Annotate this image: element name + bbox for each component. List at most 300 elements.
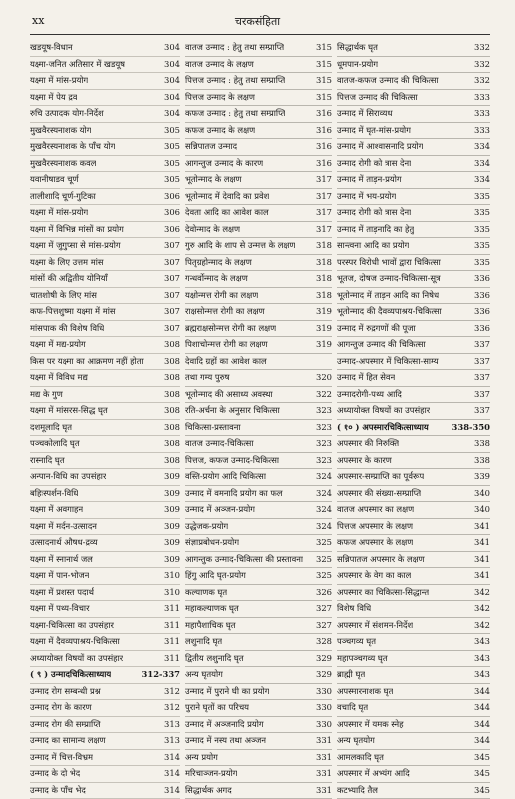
- index-entry: [185, 387, 332, 404]
- index-entry: [337, 387, 490, 404]
- entry-title: उन्माद में पुराने घी का प्रयोग: [185, 684, 269, 700]
- entry-title: यक्ष्मा में स्नानार्थ जल: [30, 552, 93, 568]
- entry-title: वस्ति-प्रयोग आदि चिकित्सा: [185, 469, 266, 485]
- index-entry: [337, 189, 490, 206]
- index-entry: [337, 40, 490, 57]
- entry-title: आमलकादि घृत: [337, 750, 384, 766]
- entry-page: 333: [472, 123, 490, 139]
- index-entry: [185, 700, 332, 717]
- index-entry: [337, 502, 490, 519]
- index-entry: [337, 156, 490, 173]
- entry-page: 305: [162, 139, 180, 155]
- index-entry: [337, 585, 490, 602]
- entry-page: 308: [162, 403, 180, 419]
- entry-title: महाकल्याणक घृत: [185, 601, 239, 617]
- entry-title: अपस्मार में यमक स्नेह: [337, 717, 404, 733]
- entry-title: किस पर यक्ष्मा का आक्रमण नहीं होता: [30, 354, 144, 370]
- index-entry: [30, 271, 180, 288]
- entry-title: पुराने घृतों का परिचय: [185, 700, 249, 716]
- entry-title: यक्ष्मा में प्रशस्त पदार्थ: [30, 585, 94, 601]
- entry-title: रति-अर्चना के अनुसार चिकित्सा: [185, 403, 280, 419]
- index-entry: [185, 222, 332, 239]
- index-entry: [337, 766, 490, 783]
- entry-title: उद्धेजक-प्रयोग: [185, 519, 228, 535]
- entry-page: 345: [472, 766, 490, 782]
- index-entry: [30, 601, 180, 618]
- entry-title: वातज उन्माद-चिकित्सा: [185, 436, 254, 452]
- entry-page: 304: [162, 106, 180, 122]
- entry-page: 332: [472, 57, 490, 73]
- entry-page: 317: [314, 205, 332, 221]
- entry-title: अपस्मार का चिकित्सा-सिद्धान्त: [337, 585, 429, 601]
- index-entry: [30, 700, 180, 717]
- entry-page: 317: [314, 172, 332, 188]
- entry-title: अन्य घृतयोग: [185, 667, 223, 683]
- entry-page: 309: [162, 486, 180, 502]
- index-entry: [337, 717, 490, 734]
- entry-page: 339: [472, 469, 490, 485]
- entry-page: 304: [162, 40, 180, 56]
- index-entry: [337, 354, 490, 371]
- entry-page: 313: [162, 733, 180, 749]
- index-column-3: [337, 40, 490, 799]
- entry-page: 311: [162, 634, 180, 650]
- entry-title: वातज-कफज उन्माद की चिकित्सा: [337, 73, 439, 89]
- header-rule: [30, 34, 490, 35]
- entry-title: वातज उन्माद : हेतु तथा सम्प्राप्ति: [185, 40, 284, 56]
- entry-page: [330, 354, 332, 370]
- entry-page: 344: [472, 700, 490, 716]
- entry-page: 312-337: [140, 667, 180, 683]
- entry-page: 337: [472, 403, 490, 419]
- entry-page: 344: [472, 684, 490, 700]
- entry-title: उन्माद में नस्य तथा अञ्जन: [185, 733, 266, 749]
- entry-title: मुखवैरस्यनाशक कवल: [30, 156, 96, 172]
- entry-title: गुरु आदि के शाप से उन्मत्त के लक्षण: [185, 238, 295, 254]
- index-entry: [337, 634, 490, 651]
- index-entry: [337, 700, 490, 717]
- entry-page: 305: [162, 123, 180, 139]
- entry-page: 307: [162, 321, 180, 337]
- entry-page: 331: [314, 733, 332, 749]
- entry-page: 310: [162, 568, 180, 584]
- entry-page: 320: [314, 370, 332, 386]
- entry-page: 324: [314, 519, 332, 535]
- entry-title: उन्माद में घृत-मांस-प्रयोग: [337, 123, 411, 139]
- entry-title: सन्निपातज अपस्मार के लक्षण: [337, 552, 425, 568]
- index-entry: [185, 750, 332, 767]
- entry-title: सिद्धार्थक अगद: [185, 783, 232, 799]
- running-title: चरकसंहिता: [0, 14, 515, 29]
- index-entry: [337, 255, 490, 272]
- entry-title: ( १० ) अपस्मारचिकित्साध्याय: [337, 420, 429, 436]
- entry-page: 342: [472, 585, 490, 601]
- entry-title: दशमूलादि घृत: [30, 420, 72, 436]
- entry-page: 307: [162, 304, 180, 320]
- index-entry: [185, 568, 332, 585]
- entry-page: 325: [314, 535, 332, 551]
- index-entry: [337, 222, 490, 239]
- entry-title: यक्ष्मा में विविध मद्य: [30, 370, 88, 386]
- index-entry: [185, 106, 332, 123]
- index-entry: [30, 370, 180, 387]
- entry-page: 340: [472, 486, 490, 502]
- index-entry: [337, 403, 490, 420]
- index-entry: [337, 321, 490, 338]
- entry-page: 312: [162, 700, 180, 716]
- index-entry: [337, 552, 490, 569]
- entry-title: उन्माद में ताड़न-प्रयोग: [337, 172, 402, 188]
- index-entry: [337, 288, 490, 305]
- entry-title: यक्ष्मा-जनित अतिसार में खडयूष: [30, 57, 125, 73]
- index-entry: [30, 172, 180, 189]
- index-entry: [30, 139, 180, 156]
- index-entry: [185, 321, 332, 338]
- entry-page: 333: [472, 90, 490, 106]
- index-column-1: [30, 40, 180, 799]
- entry-title: यक्षोन्मत्त रोगी का लक्षण: [185, 288, 258, 304]
- index-column-2: [185, 40, 332, 799]
- entry-page: 342: [472, 601, 490, 617]
- page-header: [0, 14, 515, 32]
- index-entry: [30, 733, 180, 750]
- entry-title: अन्पान-विधि का उपसंहार: [30, 469, 106, 485]
- index-entry: [185, 40, 332, 57]
- entry-page: 338-350: [450, 420, 490, 436]
- entry-title: यवानीषाडव चूर्ण: [30, 172, 79, 188]
- entry-page: 304: [162, 73, 180, 89]
- index-entry: [30, 519, 180, 536]
- index-entry: [337, 601, 490, 618]
- entry-title: उन्माद में अञ्जनादि प्रयोग: [185, 717, 264, 733]
- index-entry: [185, 288, 332, 305]
- entry-page: 314: [162, 783, 180, 799]
- entry-title: उन्माद में रुद्रगणों की पूजा: [337, 321, 416, 337]
- entry-title: देवता आदि का आवेश काल: [185, 205, 269, 221]
- entry-title: उन्माद रोगी को त्रास देना: [337, 205, 411, 221]
- entry-page: 305: [162, 172, 180, 188]
- entry-title: राक्षसोन्मत्त रोगी का लक्षण: [185, 304, 265, 320]
- index-entry: [337, 568, 490, 585]
- entry-title: पञ्चकोलादि घृत: [30, 436, 80, 452]
- entry-page: 306: [162, 189, 180, 205]
- index-entry: [185, 57, 332, 74]
- entry-title: द्वितीय लशुनादि घृत: [185, 651, 244, 667]
- entry-title: अन्य घृतयोग: [337, 733, 375, 749]
- entry-page: 335: [472, 205, 490, 221]
- entry-page: 332: [472, 40, 490, 56]
- index-entry: [337, 337, 490, 354]
- index-entry: [337, 733, 490, 750]
- index-entry: [337, 205, 490, 222]
- entry-title: सान्त्वना आदि का प्रयोग: [337, 238, 409, 254]
- index-entry: [337, 436, 490, 453]
- entry-page: 329: [314, 651, 332, 667]
- index-entry: [30, 189, 180, 206]
- index-entry: [185, 585, 332, 602]
- entry-page: 341: [472, 519, 490, 535]
- index-entry: [185, 420, 332, 437]
- entry-page: 318: [314, 238, 332, 254]
- entry-title: मांसपाक की विशेष विधि: [30, 321, 104, 337]
- index-entry: [30, 337, 180, 354]
- entry-title: उन्माद में वमनादि प्रयोग का फल: [185, 486, 283, 502]
- entry-title: लशुनादि घृत: [185, 634, 222, 650]
- entry-title: उन्माद रोग के कारण: [30, 700, 92, 716]
- entry-title: यक्ष्मा के लिए उत्तम मांस: [30, 255, 104, 271]
- entry-page: 309: [162, 552, 180, 568]
- index-entry: [30, 40, 180, 57]
- index-entry: [185, 502, 332, 519]
- entry-title: यक्ष्मा में दैवव्यपाश्रय-चिकित्सा: [30, 634, 120, 650]
- index-entry: [185, 271, 332, 288]
- entry-title: ( ९ ) उन्मादचिकित्साध्याय: [30, 667, 111, 683]
- entry-page: 331: [314, 783, 332, 799]
- entry-title: यक्ष्मा में जुगुप्सा से मांस-प्रयोग: [30, 238, 121, 254]
- entry-page: 334: [472, 172, 490, 188]
- entry-title: मरिचाञ्जन-प्रयोग: [185, 766, 237, 782]
- entry-page: 323: [314, 453, 332, 469]
- index-entry: [185, 651, 332, 668]
- entry-title: यक्ष्मा में मद्य-प्रयोग: [30, 337, 86, 353]
- entry-page: 315: [314, 73, 332, 89]
- entry-page: 337: [472, 337, 490, 353]
- entry-page: 319: [314, 321, 332, 337]
- entry-page: 341: [472, 568, 490, 584]
- entry-page: 337: [472, 354, 490, 370]
- entry-title: पिशाचोन्मत्त रोगी का लक्षण: [185, 337, 268, 353]
- entry-title: विशेष विधि: [337, 601, 371, 617]
- entry-page: 335: [472, 238, 490, 254]
- entry-title: यक्ष्मा में विभिन्न मांसों का प्रयोग: [30, 222, 124, 238]
- entry-page: 335: [472, 222, 490, 238]
- entry-page: 325: [314, 552, 332, 568]
- index-entry: [337, 73, 490, 90]
- index-entry: [185, 601, 332, 618]
- index-entry: [337, 57, 490, 74]
- index-entry: [30, 403, 180, 420]
- entry-title: खडयूष-विधान: [30, 40, 73, 56]
- index-entry: [30, 321, 180, 338]
- entry-page: 333: [472, 106, 490, 122]
- entry-page: 308: [162, 453, 180, 469]
- entry-page: 308: [162, 354, 180, 370]
- entry-title: देवोन्माद के लक्षण: [185, 222, 240, 238]
- entry-page: 345: [472, 750, 490, 766]
- entry-page: 335: [472, 255, 490, 271]
- entry-page: 341: [472, 552, 490, 568]
- index-entry: [337, 618, 490, 635]
- index-entry: [185, 189, 332, 206]
- entry-page: 309: [162, 469, 180, 485]
- entry-page: 314: [162, 750, 180, 766]
- index-entry: [30, 618, 180, 635]
- entry-page: 312: [162, 684, 180, 700]
- index-entry: [337, 651, 490, 668]
- entry-title: उन्माद रोग सम्बन्धी प्रश्न: [30, 684, 101, 700]
- index-entry: [185, 172, 332, 189]
- index-entry: [185, 354, 332, 371]
- entry-title: यक्ष्मा में अवगाहन: [30, 502, 83, 518]
- entry-page: 309: [162, 519, 180, 535]
- entry-title: उन्माद-अपस्मार में चिकित्सा-साम्य: [337, 354, 439, 370]
- index-entry: [185, 255, 332, 272]
- entry-page: 336: [472, 304, 490, 320]
- entry-title: यक्ष्मा-चिकित्सा का उपसंहार: [30, 618, 114, 634]
- index-entry: [185, 766, 332, 783]
- entry-page: 336: [472, 288, 490, 304]
- index-entry: [30, 222, 180, 239]
- entry-page: 334: [472, 139, 490, 155]
- entry-page: 313: [162, 717, 180, 733]
- entry-page: 323: [314, 403, 332, 419]
- index-entry: [30, 766, 180, 783]
- entry-title: कफ-पित्तशुष्मा यक्ष्मा में मांस: [30, 304, 116, 320]
- entry-title: तालीशादि चूर्ण-गुटिका: [30, 189, 96, 205]
- index-entry: [185, 123, 332, 140]
- entry-title: उन्माद के दो भेद: [30, 766, 80, 782]
- entry-title: अपस्मार के वेग का काल: [337, 568, 411, 584]
- index-entry: [337, 684, 490, 701]
- entry-title: यक्ष्मा में पेय द्रव: [30, 90, 77, 106]
- entry-page: 319: [314, 337, 332, 353]
- entry-title: भूतोन्माद की असाध्य अवस्था: [185, 387, 273, 403]
- index-entry: [337, 304, 490, 321]
- entry-page: 310: [162, 585, 180, 601]
- index-entry: [30, 750, 180, 767]
- index-entry: [30, 387, 180, 404]
- entry-page: 325: [314, 568, 332, 584]
- index-entry: [337, 172, 490, 189]
- index-entry: [185, 684, 332, 701]
- entry-title: वातज उन्माद के लक्षण: [185, 57, 254, 73]
- entry-title: उन्मादरोगी-पथ्य आदि: [337, 387, 402, 403]
- entry-title: पञ्चगव्य घृत: [337, 634, 376, 650]
- entry-page: 307: [162, 238, 180, 254]
- entry-title: उन्माद में आश्वासनादि प्रयोग: [337, 139, 423, 155]
- entry-title: उन्माद में भय-प्रयोग: [337, 189, 396, 205]
- index-entry: [30, 585, 180, 602]
- entry-page: 307: [162, 288, 180, 304]
- entry-page: 344: [472, 717, 490, 733]
- entry-title: उन्माद का सामान्य लक्षण: [30, 733, 106, 749]
- index-entry: [30, 238, 180, 255]
- entry-title: धूमपान-प्रयोग: [337, 57, 378, 73]
- index-entry: [30, 123, 180, 140]
- index-entry: [30, 156, 180, 173]
- index-entry: [30, 205, 180, 222]
- entry-title: ब्रह्मराक्षसोन्मत्त रोगी का लक्षण: [185, 321, 276, 337]
- entry-page: 324: [314, 469, 332, 485]
- index-entry: [185, 436, 332, 453]
- entry-page: 316: [314, 139, 332, 155]
- entry-page: 337: [472, 387, 490, 403]
- entry-page: 308: [162, 387, 180, 403]
- entry-title: गन्धर्वोन्माद के लक्षण: [185, 271, 248, 287]
- entry-title: यक्ष्मा में मर्दन-उत्सादन: [30, 519, 97, 535]
- entry-title: आगन्तुज उन्माद के कारण: [185, 156, 263, 172]
- entry-title: यक्ष्मा में मांस-प्रयोग: [30, 205, 88, 221]
- entry-title: संज्ञाप्रबोधन-प्रयोग: [185, 535, 239, 551]
- entry-page: 309: [162, 535, 180, 551]
- index-entry: [185, 205, 332, 222]
- entry-page: 311: [162, 651, 180, 667]
- entry-title: उन्माद में ताड़नादि का हेतु: [337, 222, 414, 238]
- entry-title: कटभ्यादि तैल: [337, 783, 378, 799]
- entry-title: अपस्मार में संशमन-निर्देश: [337, 618, 413, 634]
- index-entry: [30, 568, 180, 585]
- index-entry: [185, 717, 332, 734]
- entry-page: 330: [314, 700, 332, 716]
- entry-title: महापैशाचिक घृत: [185, 618, 236, 634]
- index-entry: [185, 535, 332, 552]
- entry-title: अपस्मार की संख्या-सम्प्राप्ति: [337, 486, 421, 502]
- index-entry: [337, 750, 490, 767]
- index-entry: [185, 634, 332, 651]
- entry-title: उन्माद में हित सेवन: [337, 370, 395, 386]
- index-entry: [185, 90, 332, 107]
- entry-title: उन्माद में चित्त-विभ्रम: [30, 750, 93, 766]
- index-entry: [185, 156, 332, 173]
- entry-page: 340: [472, 502, 490, 518]
- index-entry: [30, 651, 180, 668]
- index-entry: [185, 733, 332, 750]
- entry-page: 330: [314, 684, 332, 700]
- index-entry: [185, 370, 332, 387]
- index-entry: [185, 552, 332, 569]
- entry-page: 314: [162, 766, 180, 782]
- index-entry: [337, 123, 490, 140]
- entry-title: भूतोन्माद की दैवव्यपाश्रय-चिकित्सा: [337, 304, 442, 320]
- index-entry: [337, 469, 490, 486]
- entry-title: कफज अपस्मार के लक्षण: [337, 535, 413, 551]
- index-entry: [337, 783, 490, 799]
- entry-title: हिंगु आदि घृत-प्रयोग: [185, 568, 246, 584]
- entry-title: वचादि घृत: [337, 700, 368, 716]
- entry-page: 307: [162, 255, 180, 271]
- chapter-heading: [30, 667, 180, 684]
- entry-title: पित्तज उन्माद के लक्षण: [185, 90, 255, 106]
- index-entry: [30, 535, 180, 552]
- entry-title: अपस्मार के कारण: [337, 453, 392, 469]
- entry-title: अपस्मार-सम्प्राप्ति का पूर्वरूप: [337, 469, 424, 485]
- entry-title: सिद्धार्थक घृत: [337, 40, 378, 56]
- entry-page: 318: [314, 255, 332, 271]
- entry-title: पित्तज अपस्मार के लक्षण: [337, 519, 413, 535]
- entry-page: 341: [472, 535, 490, 551]
- entry-title: मुखवैरस्यनाशक के पाँच योग: [30, 139, 115, 155]
- index-entry: [185, 783, 332, 799]
- entry-page: 316: [314, 106, 332, 122]
- entry-title: आगन्तुक उन्माद-चिकित्सा की प्रस्तावना: [185, 552, 303, 568]
- entry-page: 315: [314, 57, 332, 73]
- index-entry: [30, 73, 180, 90]
- entry-page: 317: [314, 189, 332, 205]
- index-entry: [30, 469, 180, 486]
- entry-title: कफज उन्माद के लक्षण: [185, 123, 255, 139]
- entry-page: 326: [314, 585, 332, 601]
- entry-page: 329: [314, 667, 332, 683]
- index-entry: [30, 453, 180, 470]
- entry-page: 332: [472, 73, 490, 89]
- entry-title: अध्यायोक्त विषयों का उपसंहार: [337, 403, 430, 419]
- entry-page: 327: [314, 601, 332, 617]
- entry-page: 331: [314, 750, 332, 766]
- entry-title: उन्माद में अञ्जन-प्रयोग: [185, 502, 255, 518]
- index-entry: [337, 106, 490, 123]
- entry-page: 343: [472, 667, 490, 683]
- entry-title: यक्ष्मा में मांस-प्रयोग: [30, 73, 88, 89]
